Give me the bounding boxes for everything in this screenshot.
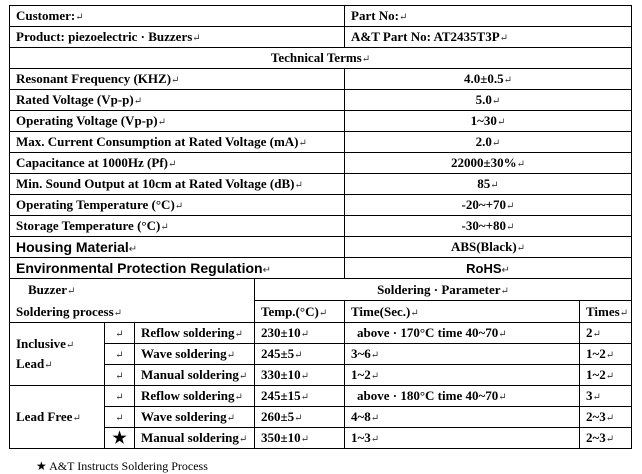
times-cell: 2↵ xyxy=(580,323,632,344)
spec-row xyxy=(10,174,632,195)
time-cell: 1~3↵ xyxy=(345,428,580,449)
star-icon: ★ xyxy=(112,430,127,447)
spec-value: 5.0↵ xyxy=(345,90,632,111)
time-cell: 4~8↵ xyxy=(345,407,580,428)
time-cell: above · 180°C time 40~70↵ xyxy=(345,386,580,407)
lead-free-label: Lead Free↵ xyxy=(10,386,105,449)
col-times-header: Times↵ xyxy=(580,301,632,323)
inclusive-lead-label: Inclusive↵ Lead↵ xyxy=(10,323,105,386)
col-time-header: Time(Sec.)↵ xyxy=(345,301,580,323)
spec-value: 1~30↵ xyxy=(345,111,632,132)
method-cell: Manual soldering↵ xyxy=(135,365,255,386)
spec-label: Operating Temperature (°C)↵ xyxy=(10,195,345,216)
spec-label: Environmental Protection Regulation↵ xyxy=(10,258,345,279)
star-marker-cell xyxy=(105,428,135,449)
marker-cell: ↵ xyxy=(105,323,135,344)
buzzer-process-header: Buzzer↵ Soldering process↵ xyxy=(10,279,255,323)
spec-value: 85↵ xyxy=(345,174,632,195)
times-cell: 3↵ xyxy=(580,386,632,407)
footer-note: ★ A&T Instructs Soldering Process xyxy=(36,459,208,473)
temp-cell: 230±10↵ xyxy=(255,323,345,344)
temp-cell: 330±10↵ xyxy=(255,365,345,386)
spec-label: Rated Voltage (Vp-p)↵ xyxy=(10,90,345,111)
spec-row xyxy=(10,111,632,132)
spec-label: Housing Material↵ xyxy=(10,237,345,258)
spec-row xyxy=(10,90,632,111)
marker-cell: ↵ xyxy=(105,407,135,428)
method-cell: Reflow soldering↵ xyxy=(135,323,255,344)
spec-row xyxy=(10,258,632,279)
spec-row xyxy=(10,132,632,153)
spec-row xyxy=(10,216,632,237)
spec-value: 2.0↵ xyxy=(345,132,632,153)
marker-cell: ↵ xyxy=(105,344,135,365)
customer-cell: Customer:↵ xyxy=(10,6,345,27)
spec-row xyxy=(10,237,632,258)
spec-row xyxy=(10,69,632,90)
soldering-parameter-header: Soldering · Parameter↵ xyxy=(255,279,632,301)
method-cell: Wave soldering↵ xyxy=(135,407,255,428)
table-row xyxy=(10,386,632,407)
method-cell: Wave soldering↵ xyxy=(135,344,255,365)
spec-value: 22000±30%↵ xyxy=(345,153,632,174)
col-temp-header: Temp.(°C)↵ xyxy=(255,301,345,323)
spec-label: Storage Temperature (°C)↵ xyxy=(10,216,345,237)
spec-sheet-table xyxy=(9,5,632,449)
time-cell: above · 170°C time 40~70↵ xyxy=(345,323,580,344)
partno-cell: Part No:↵ xyxy=(345,6,632,27)
time-cell: 1~2↵ xyxy=(345,365,580,386)
temp-cell: 245±5↵ xyxy=(255,344,345,365)
spec-value: 4.0±0.5↵ xyxy=(345,69,632,90)
marker-cell: ↵ xyxy=(105,386,135,407)
temp-cell: 350±10↵ xyxy=(255,428,345,449)
temp-cell: 260±5↵ xyxy=(255,407,345,428)
spec-label: Min. Sound Output at 10cm at Rated Voltage (dB)↵ xyxy=(10,174,345,195)
times-cell: 2~3↵ xyxy=(580,407,632,428)
times-cell: 1~2↵ xyxy=(580,365,632,386)
temp-cell: 245±15↵ xyxy=(255,386,345,407)
product-cell: Product: piezoelectric · Buzzers↵ xyxy=(10,27,345,48)
spec-row xyxy=(10,153,632,174)
time-cell: 3~6↵ xyxy=(345,344,580,365)
spec-value: RoHS↵ xyxy=(345,258,632,279)
spec-value: -20~+70↵ xyxy=(345,195,632,216)
table-row xyxy=(10,323,632,344)
method-cell: Reflow soldering↵ xyxy=(135,386,255,407)
spec-value: -30~+80↵ xyxy=(345,216,632,237)
spec-label: Operating Voltage (Vp-p)↵ xyxy=(10,111,345,132)
times-cell: 1~2↵ xyxy=(580,344,632,365)
spec-label: Max. Current Consumption at Rated Voltage (mA)↵ xyxy=(10,132,345,153)
times-cell: 2~3↵ xyxy=(580,428,632,449)
marker-cell: ↵ xyxy=(105,365,135,386)
method-cell: Manual soldering↵ xyxy=(135,428,255,449)
at-partno-cell: A&T Part No: AT2435T3P↵ xyxy=(345,27,632,48)
spec-label: Resonant Frequency (KHZ)↵ xyxy=(10,69,345,90)
spec-label: Capacitance at 1000Hz (Pf)↵ xyxy=(10,153,345,174)
spec-row xyxy=(10,195,632,216)
technical-terms-title: Technical Terms↵ xyxy=(10,48,632,69)
spec-value: ABS(Black)↵ xyxy=(345,237,632,258)
